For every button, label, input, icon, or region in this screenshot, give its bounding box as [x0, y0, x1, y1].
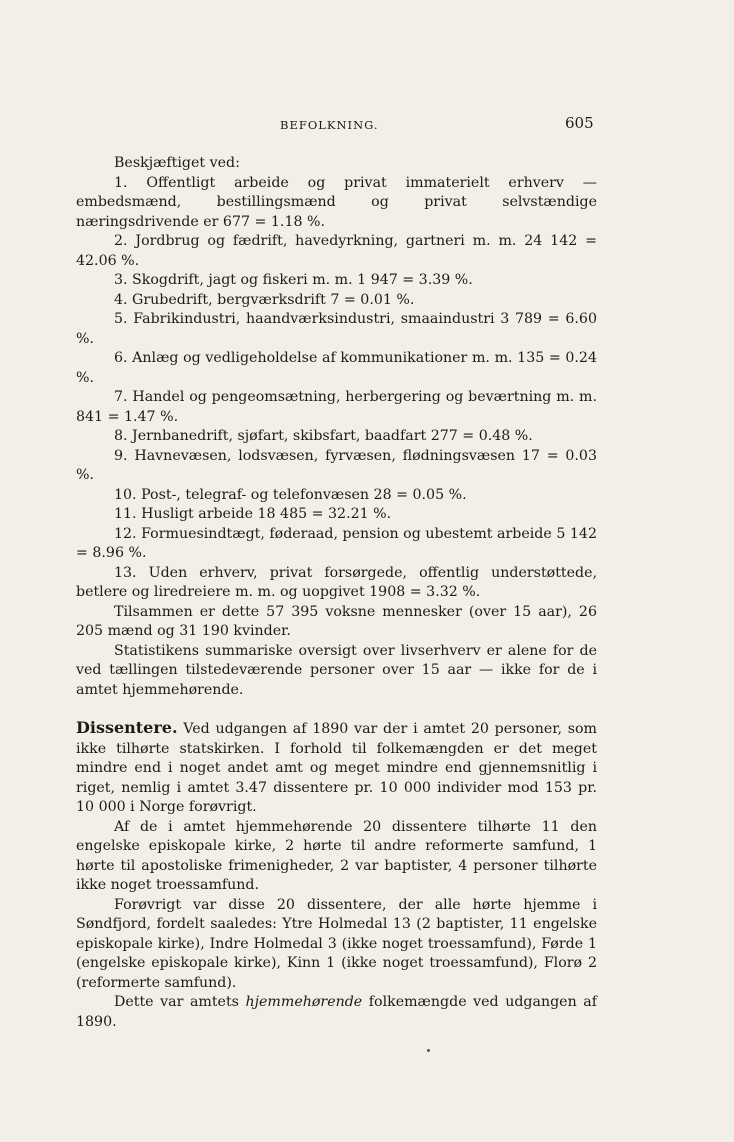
section-dissentere [76, 718, 597, 818]
paragraph-last [76, 993, 597, 1032]
paragraph: 8. Jernbanedrift, sjøfart, skibsfart, baadfart 277 = 0.48 %. [114, 428, 533, 444]
paragraph: 3. Skogdrift, jagt og fiskeri m. m. 1 947 = 3.39 %. [114, 272, 473, 288]
paragraph: 1. Offentligt arbeide og privat immaterielt erhverv — embedsmænd, bestillingsmænd og privat selvstændige næringsdrivende er 677 = 1.18 %. [76, 174, 597, 230]
paragraph: 4. Grubedrift, bergværksdrift 7 = 0.01 %. [114, 291, 415, 308]
body-text [76, 154, 597, 1032]
paragraph: 11. Husligt arbeide 18 485 = 32.21 %. [114, 506, 392, 522]
paragraph: 5. Fabrikindustri, haandværksindustri, smaaindustri 3 789 = 6.60 %. [76, 311, 597, 347]
paragraph: 13. Uden erhverv, privat forsørgede, offentlig understøttede, betlere og liredreiere m. m. og uopgivet 1908 = 3.32 %. [76, 564, 597, 600]
text-run: Dette var amtets [114, 994, 246, 1010]
running-header: BEFOLKNING. [280, 118, 379, 132]
text-run: folkemængde ved udgangen af 1890. [76, 994, 597, 1030]
page-number: 605 [565, 114, 594, 132]
paragraph: 7. Handel og pengeomsætning, herbergering og beværtning m. m. 841 = 1.47 %. [76, 389, 597, 425]
print-speck [427, 1049, 430, 1052]
paragraph: 2. Jordbrug og fædrift, havedyrkning, gartneri m. m. 24 142 = 42.06 %. [76, 233, 597, 269]
paragraph: Statistikens summariske oversigt over livserhverv er alene for de ved tællingen tilstedeværende personer over 15 aar — ikke for de i amtet hjemmehørende. [76, 642, 597, 698]
paragraph: Af de i amtet hjemmehørende 20 dissentere tilhørte 11 den engelske episkopale kirke, 2 hørte til andre reformerte samfund, 1 hørte til apostoliske frimenigheder, 2 var baptister, 4 personer tilhørte ikke noget troessamfund. [76, 818, 597, 893]
paragraph: 12. Formuesindtægt, føderaad, pension og ubestemt arbeide 5 142 = 8.96 %. [76, 525, 597, 561]
paragraph: 10. Post-, telegraf- og telefonvæsen 28 = 0.05 %. [114, 486, 467, 503]
italic-term: hjemmehørende [245, 994, 363, 1010]
paragraph: Forøvrigt var disse 20 dissentere, der alle hørte hjemme i Søndfjord, fordelt saaledes: Ytre Holmedal 13 (2 baptister, 11 engelske episkopale kirke), Indre Holmedal 3 (ikke noget troessamfund), Førde 1 (engelske episkopale kirke), Kinn 1 (ikke noget troessamfund), Florø 2 (reformerte samfund). [76, 896, 597, 991]
paragraph: Tilsammen er dette 57 395 voksne mennesker (over 15 aar), 26 205 mænd og 31 190 kvinder. [76, 603, 597, 639]
section-heading: Dissentere. [76, 718, 178, 737]
paragraph: Beskjæftiget ved: [114, 155, 240, 171]
paragraph: 6. Anlæg og vedligeholdelse af kommunikationer m. m. 135 = 0.24 %. [76, 350, 597, 386]
paragraph: 9. Havnevæsen, lodsvæsen, fyrvæsen, flødningsvæsen 17 = 0.03 %. [76, 447, 597, 483]
section-lead-text: Ved udgangen af 1890 var der i amtet 20 personer, som ikke tilhørte statskirken. I forhold til folkemængden er det meget mindre end i noget andet amt og meget mindre end gjennemsnitlig i riget, nemlig i amtet 3.47 dissentere pr. 10 000 individer mod 153 pr. 10 000 i Norge forøvrigt. [76, 721, 597, 815]
